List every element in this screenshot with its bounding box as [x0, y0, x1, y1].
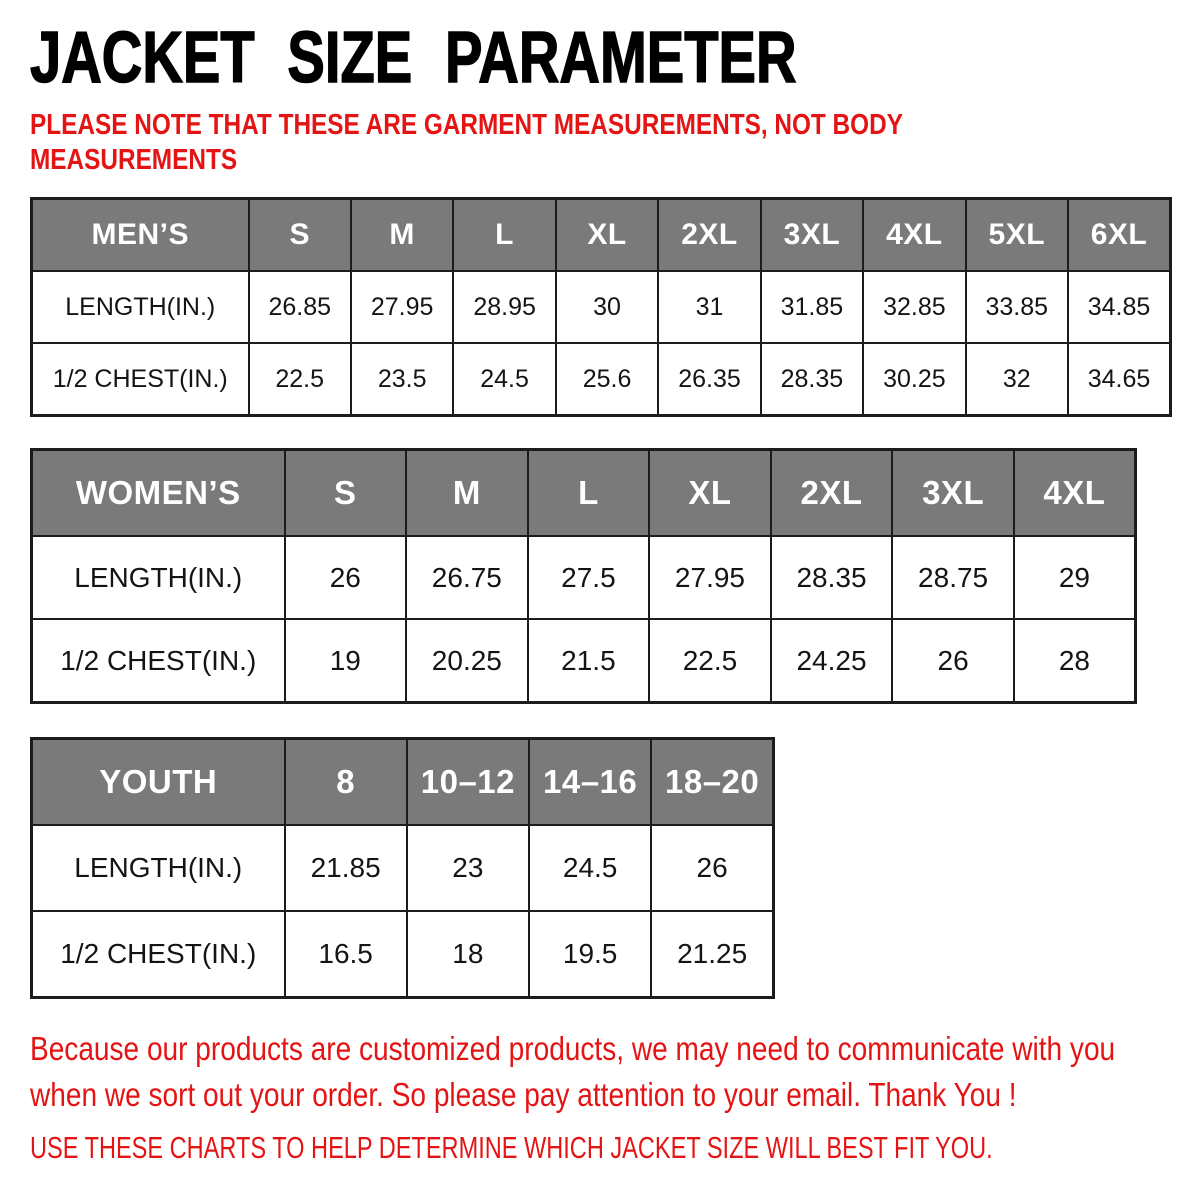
size-header-cell: 3XL [892, 450, 1014, 537]
value-cell: 26 [285, 536, 407, 619]
size-header-cell: 14–16 [529, 739, 651, 826]
mens-size-table [30, 197, 1172, 417]
text-line: PLEASE NOTE THAT THESE ARE GARMENT MEASUREMENTS, NOT BODY [30, 109, 903, 141]
value-cell: 31.85 [761, 271, 863, 343]
value-cell: 25.6 [556, 343, 658, 416]
table-header-row [32, 739, 774, 826]
table-data-row [32, 536, 1136, 619]
table-data-row [32, 825, 774, 911]
value-cell: 28.95 [453, 271, 555, 343]
value-cell: 24.25 [771, 619, 893, 703]
value-cell: 30 [556, 271, 658, 343]
value-cell: 30.25 [863, 343, 965, 416]
size-header-cell: 5XL [966, 199, 1068, 272]
value-cell: 27.95 [649, 536, 771, 619]
table-data-row [32, 271, 1171, 343]
text-line: when we sort out your order. So please pay attention to your email. Thank You ! [30, 1076, 1017, 1113]
size-header-cell: 3XL [761, 199, 863, 272]
size-header-cell: S [249, 199, 351, 272]
value-cell: 28.75 [892, 536, 1014, 619]
value-cell: 24.5 [529, 825, 651, 911]
value-cell: 21.85 [285, 825, 407, 911]
table-title-cell: WOMEN’S [32, 450, 285, 537]
size-header-cell: XL [649, 450, 771, 537]
size-header-cell: M [406, 450, 528, 537]
text-line: Because our products are customized products, we may need to communicate with you [30, 1030, 1116, 1067]
value-cell: 27.5 [528, 536, 650, 619]
value-cell: 19.5 [529, 911, 651, 998]
table-title-cell: YOUTH [32, 739, 285, 826]
row-label-cell: 1/2 CHEST(IN.) [32, 911, 285, 998]
value-cell: 28.35 [771, 536, 893, 619]
value-cell: 22.5 [249, 343, 351, 416]
value-cell: 31 [658, 271, 760, 343]
value-cell: 24.5 [453, 343, 555, 416]
row-label-cell: 1/2 CHEST(IN.) [32, 619, 285, 703]
value-cell: 26.85 [249, 271, 351, 343]
table-header-row [32, 450, 1136, 537]
value-cell: 23.5 [351, 343, 453, 416]
size-header-cell: 2XL [771, 450, 893, 537]
size-header-cell: 6XL [1068, 199, 1171, 272]
value-cell: 32.85 [863, 271, 965, 343]
size-header-cell: S [285, 450, 407, 537]
value-cell: 22.5 [649, 619, 771, 703]
value-cell: 18 [407, 911, 529, 998]
value-cell: 34.85 [1068, 271, 1171, 343]
customization-communication-note [30, 1026, 1200, 1118]
table-header-row [32, 199, 1171, 272]
row-label-cell: LENGTH(IN.) [32, 271, 249, 343]
size-header-cell: 18–20 [651, 739, 773, 826]
value-cell: 28 [1014, 619, 1136, 703]
value-cell: 27.95 [351, 271, 453, 343]
size-header-cell: 8 [285, 739, 407, 826]
size-header-cell: XL [556, 199, 658, 272]
value-cell: 33.85 [966, 271, 1068, 343]
value-cell: 29 [1014, 536, 1136, 619]
size-header-cell: 2XL [658, 199, 760, 272]
table-data-row [32, 911, 774, 998]
value-cell: 19 [285, 619, 407, 703]
row-label-cell: 1/2 CHEST(IN.) [32, 343, 249, 416]
value-cell: 26 [651, 825, 773, 911]
value-cell: 34.65 [1068, 343, 1171, 416]
size-header-cell: 4XL [863, 199, 965, 272]
table-data-row [32, 619, 1136, 703]
fit-advice-text: USE THESE CHARTS TO HELP DETERMINE WHICH JACKET SIZE WILL BEST FIT YOU. [30, 1130, 993, 1165]
page-title-text: JACKET SIZE PARAMETER [30, 18, 797, 98]
value-cell: 26.75 [406, 536, 528, 619]
value-cell: 26.35 [658, 343, 760, 416]
size-header-cell: M [351, 199, 453, 272]
size-header-cell: L [453, 199, 555, 272]
garment-measurement-note [30, 108, 1069, 178]
fit-advice-line [30, 1130, 1200, 1166]
text-line: MEASUREMENTS [30, 144, 238, 176]
table-data-row [32, 343, 1171, 416]
row-label-cell: LENGTH(IN.) [32, 536, 285, 619]
youth-size-table [30, 737, 775, 999]
page-title [30, 18, 1013, 107]
table-title-cell: MEN’S [32, 199, 249, 272]
size-header-cell: 4XL [1014, 450, 1136, 537]
value-cell: 32 [966, 343, 1068, 416]
value-cell: 21.5 [528, 619, 650, 703]
value-cell: 20.25 [406, 619, 528, 703]
value-cell: 28.35 [761, 343, 863, 416]
value-cell: 23 [407, 825, 529, 911]
value-cell: 21.25 [651, 911, 773, 998]
size-header-cell: L [528, 450, 650, 537]
value-cell: 16.5 [285, 911, 407, 998]
value-cell: 26 [892, 619, 1014, 703]
row-label-cell: LENGTH(IN.) [32, 825, 285, 911]
size-header-cell: 10–12 [407, 739, 529, 826]
womens-size-table [30, 448, 1137, 704]
